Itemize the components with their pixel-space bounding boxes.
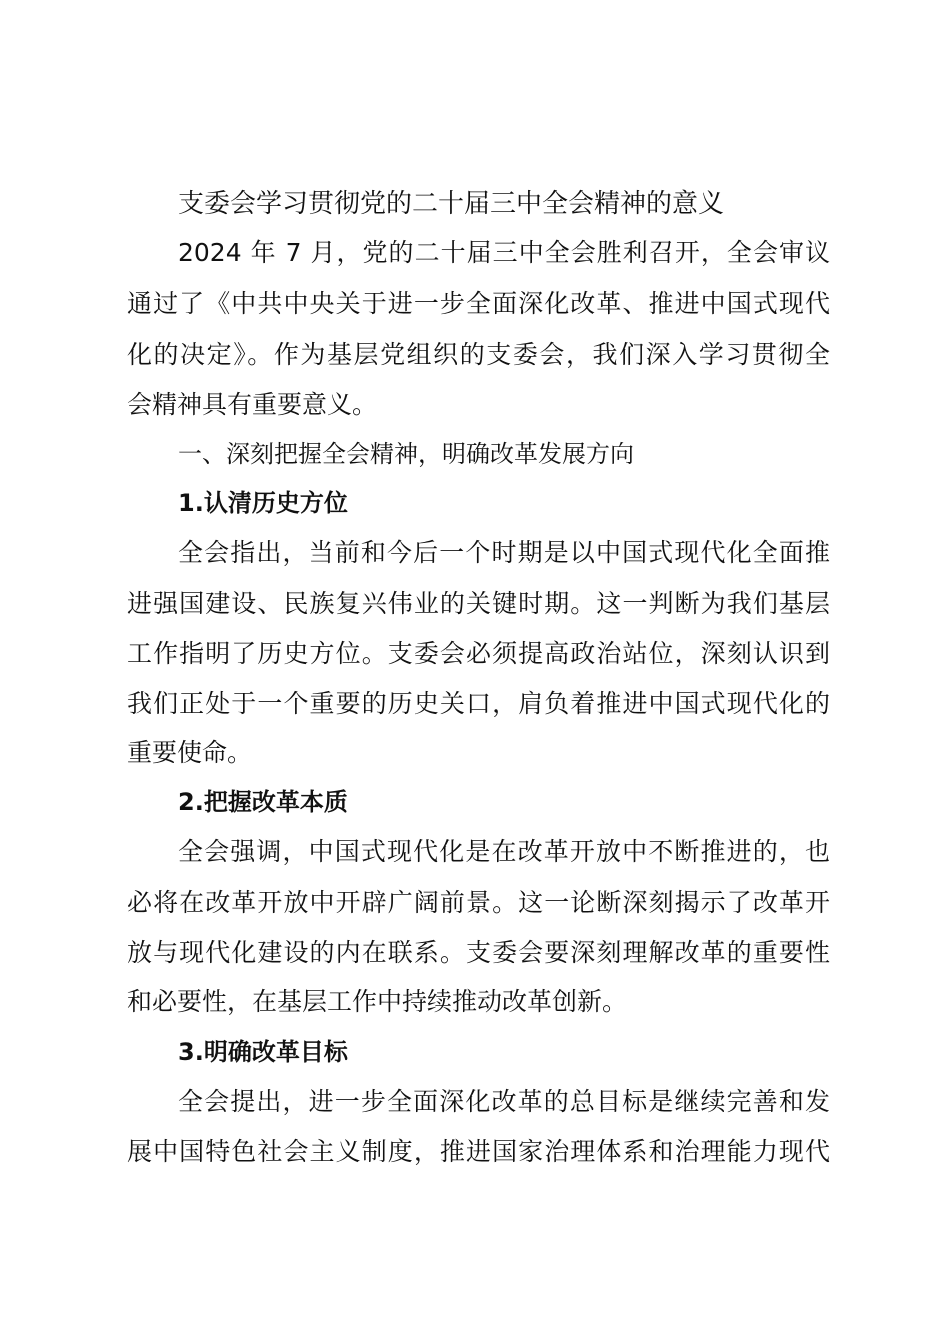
- paragraph-line: 全会强调，中国式现代化是在改革开放中不断推进的，也: [178, 837, 830, 866]
- intro-line: 通过了《中共中央关于进一步全面深化改革、推进中国式现代: [127, 289, 830, 318]
- intro-line: 化的决定》。作为基层党组织的支委会，我们深入学习贯彻全: [127, 340, 830, 369]
- paragraph-line: 重要使命。: [127, 738, 253, 767]
- paragraph-line: 我们正处于一个重要的历史关口，肩负着推进中国式现代化的: [127, 689, 830, 718]
- paragraph-line: 全会指出，当前和今后一个时期是以中国式现代化全面推: [178, 538, 830, 567]
- paragraph-line: 全会提出，进一步全面深化改革的总目标是继续完善和发: [178, 1087, 830, 1116]
- intro-line: 会精神具有重要意义。: [127, 390, 378, 419]
- paragraph-line: 必将在改革开放中开辟广阔前景。这一论断深刻揭示了改革开: [127, 888, 830, 917]
- paragraph-line: 进强国建设、民族复兴伟业的关键时期。这一判断为我们基层: [127, 589, 830, 618]
- subsection-heading: 2.把握改革本质: [178, 788, 348, 816]
- document-title: 支委会学习贯彻党的二十届三中全会精神的意义: [178, 189, 725, 219]
- paragraph-line: 工作指明了历史方位。支委会必须提高政治站位，深刻认识到: [127, 639, 830, 668]
- paragraph-line: 放与现代化建设的内在联系。支委会要深刻理解改革的重要性: [127, 938, 830, 967]
- paragraph-line: 展中国特色社会主义制度，推进国家治理体系和治理能力现代: [127, 1137, 830, 1166]
- paragraph-line: 和必要性，在基层工作中持续推动改革创新。: [127, 987, 628, 1016]
- intro-line: 2024 年 7 月，党的二十届三中全会胜利召开，全会审议: [178, 238, 830, 267]
- subsection-heading: 1.认清历史方位: [178, 489, 348, 517]
- subsection-heading: 3.明确改革目标: [178, 1038, 348, 1066]
- section-heading: 一、深刻把握全会精神，明确改革发展方向: [178, 440, 634, 468]
